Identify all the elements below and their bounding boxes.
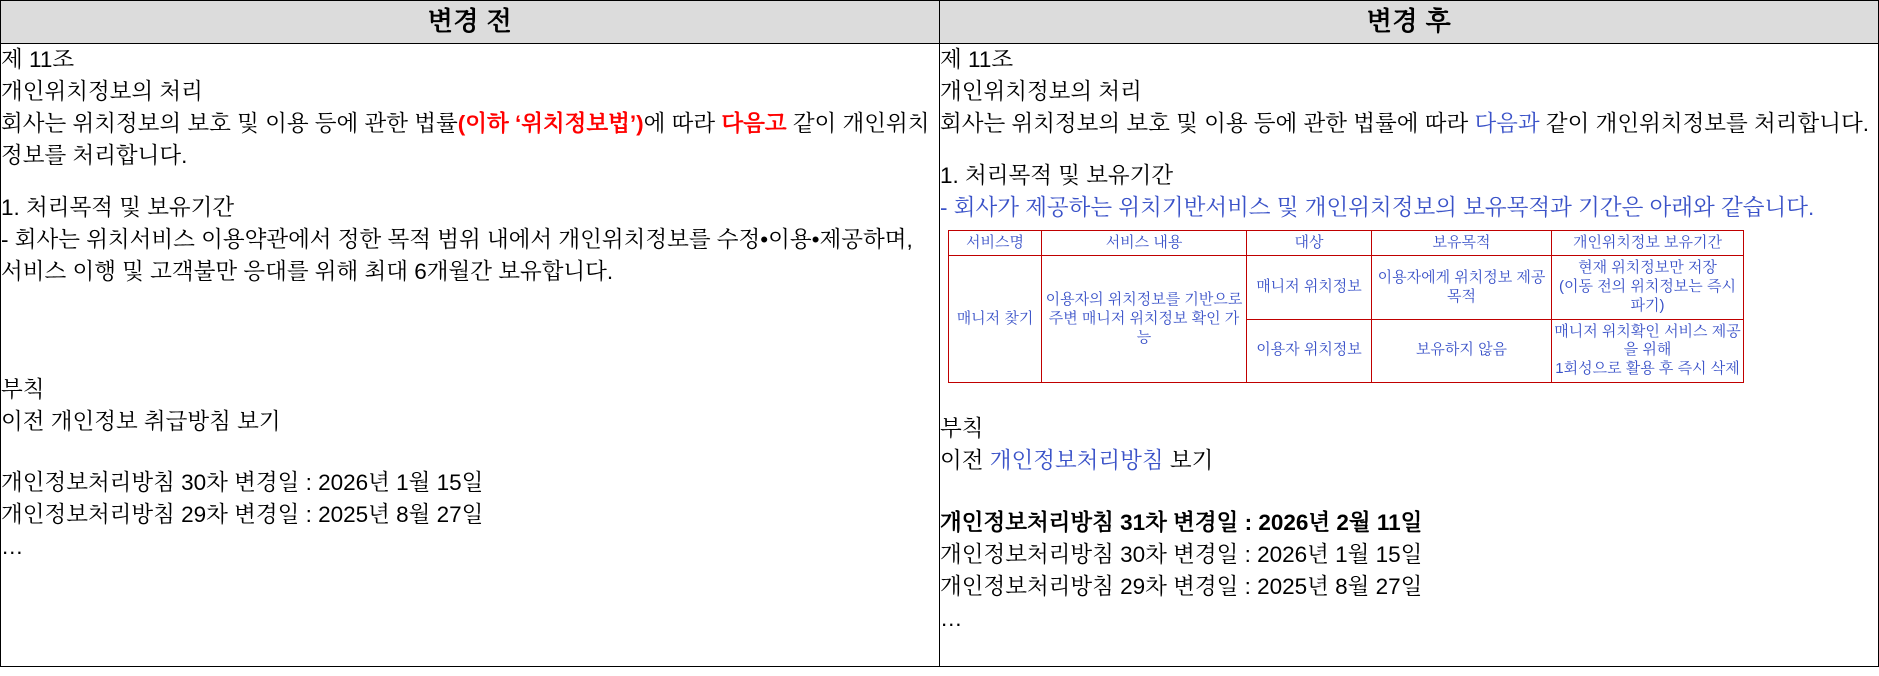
before-appendix-link-line (1, 406, 939, 438)
service-retention-cell-1 (1552, 256, 1744, 319)
before-spacer-1 (1, 172, 939, 192)
after-appendix-link-line (940, 445, 1878, 477)
service-target-cell-1: 매니저 위치정보 (1247, 256, 1372, 319)
service-target-cell-2: 이용자 위치정보 (1247, 319, 1372, 382)
column-header-after: 변경 후 (940, 1, 1879, 44)
service-retention-2-line-1: 매니저 위치확인 서비스 제공을 위해 (1554, 322, 1741, 359)
service-table-header-name: 서비스명 (949, 230, 1042, 256)
after-history-item-2: 개인정보처리방침 29차 변경일 : 2025년 8월 27일 (940, 573, 1423, 599)
service-retention-1-line-2: (이동 전의 위치정보는 즉시 파기) (1559, 278, 1736, 314)
before-article-number: 제 11조 (1, 47, 75, 72)
after-spacer-2 (940, 383, 1878, 413)
after-article-number: 제 11조 (940, 47, 1014, 72)
after-intro-blue-word: 다음과 (1474, 110, 1540, 136)
after-intro-paragraph (940, 108, 1878, 140)
service-desc-cell (1042, 256, 1247, 383)
service-retention-2-line-2: 1회성으로 활용 후 즉시 삭제 (1555, 360, 1740, 378)
service-location-info-table (948, 230, 1744, 383)
service-table-header-target: 대상 (1247, 230, 1372, 256)
before-appendix-prefix: 이전 (1, 408, 51, 434)
service-table-header-desc: 서비스 내용 (1042, 230, 1247, 256)
after-appendix-title: 부칙 (940, 415, 984, 441)
after-appendix-link-text[interactable]: 개인정보처리방침 (989, 447, 1164, 473)
before-history-ellipsis: … (1, 534, 25, 560)
before-intro-red-word: 다음고 (721, 110, 787, 136)
before-appendix-suffix: 보기 (230, 408, 281, 434)
service-table-row (949, 256, 1744, 319)
before-intro-text-2: 에 따라 (643, 110, 722, 136)
after-section1-body: - 회사가 제공하는 위치기반서비스 및 개인위치정보의 보유목적과 기간은 아래와 같습니다. (940, 194, 1815, 220)
before-content-cell (1, 44, 940, 667)
after-history-item-1: 개인정보처리방침 30차 변경일 : 2026년 1월 15일 (940, 541, 1423, 567)
before-intro-paragraph (1, 108, 939, 172)
service-purpose-cell-1: 이용자에게 위치정보 제공 목적 (1372, 256, 1552, 319)
after-content-cell (940, 44, 1879, 667)
before-section1-body: - 회사는 위치서비스 이용약관에서 정한 목적 범위 내에서 개인위치정보를 수정•이용•제공하며, 서비스 이행 및 고객불만 응대를 위해 최대 6개월간 보유합니다. (1, 226, 913, 284)
after-intro-text-2: 같이 개인위치정보를 처리합니다. (1539, 110, 1869, 136)
table-body-row (1, 44, 1879, 667)
before-history-item-1: 개인정보처리방침 30차 변경일 : 2026년 1월 15일 (1, 470, 484, 496)
service-purpose-cell-2: 보유하지 않음 (1372, 319, 1552, 382)
service-table-header-row (949, 230, 1744, 256)
before-article-title: 개인위치정보의 처리 (1, 78, 203, 104)
before-spacer-3 (1, 344, 939, 374)
before-history-item-2: 개인정보처리방침 29차 변경일 : 2025년 8월 27일 (1, 502, 484, 528)
before-spacer-2 (1, 288, 939, 344)
service-retention-cell-2 (1552, 319, 1744, 382)
service-desc-line-2: 주변 매니저 위치정보 확인 가능 (1048, 309, 1240, 346)
service-retention-1-line-1: 현재 위치정보만 저장 (1578, 259, 1717, 277)
before-appendix-link-text[interactable]: 개인정보 취급방침 (50, 408, 231, 434)
column-header-before: 변경 전 (1, 1, 940, 44)
service-desc-line-1: 이용자의 위치정보를 기반으로 (1045, 291, 1243, 309)
service-table-header-purpose: 보유목적 (1372, 230, 1552, 256)
service-table-header-retention: 개인위치정보 보유기간 (1552, 230, 1744, 256)
after-appendix-suffix: 보기 (1163, 447, 1214, 473)
before-spacer-4 (1, 437, 939, 467)
service-name-cell: 매니저 찾기 (949, 256, 1042, 383)
before-appendix-title: 부칙 (1, 376, 45, 402)
table-header-row (1, 1, 1879, 44)
before-section1-title: 1. 처리목적 및 보유기간 (1, 194, 235, 220)
after-history-item-new: 개인정보처리방침 31차 변경일 : 2026년 2월 11일 (940, 509, 1423, 535)
before-intro-red-paren: (이하 ‘위치정보법’) (457, 110, 644, 136)
before-intro-text-1: 회사는 위치정보의 보호 및 이용 등에 관한 법률 (1, 110, 458, 136)
after-appendix-prefix: 이전 (940, 447, 990, 473)
before-intro-text-3: 같이 개인위치정보를 처리합니다. (1, 110, 930, 168)
after-section1-title: 1. 처리목적 및 보유기간 (940, 162, 1174, 188)
after-history-ellipsis: … (940, 605, 964, 631)
after-intro-text-1: 회사는 위치정보의 보호 및 이용 등에 관한 법률에 따라 (940, 110, 1475, 136)
after-spacer-3 (940, 477, 1878, 507)
after-article-title: 개인위치정보의 처리 (940, 78, 1142, 104)
after-spacer-1 (940, 140, 1878, 160)
